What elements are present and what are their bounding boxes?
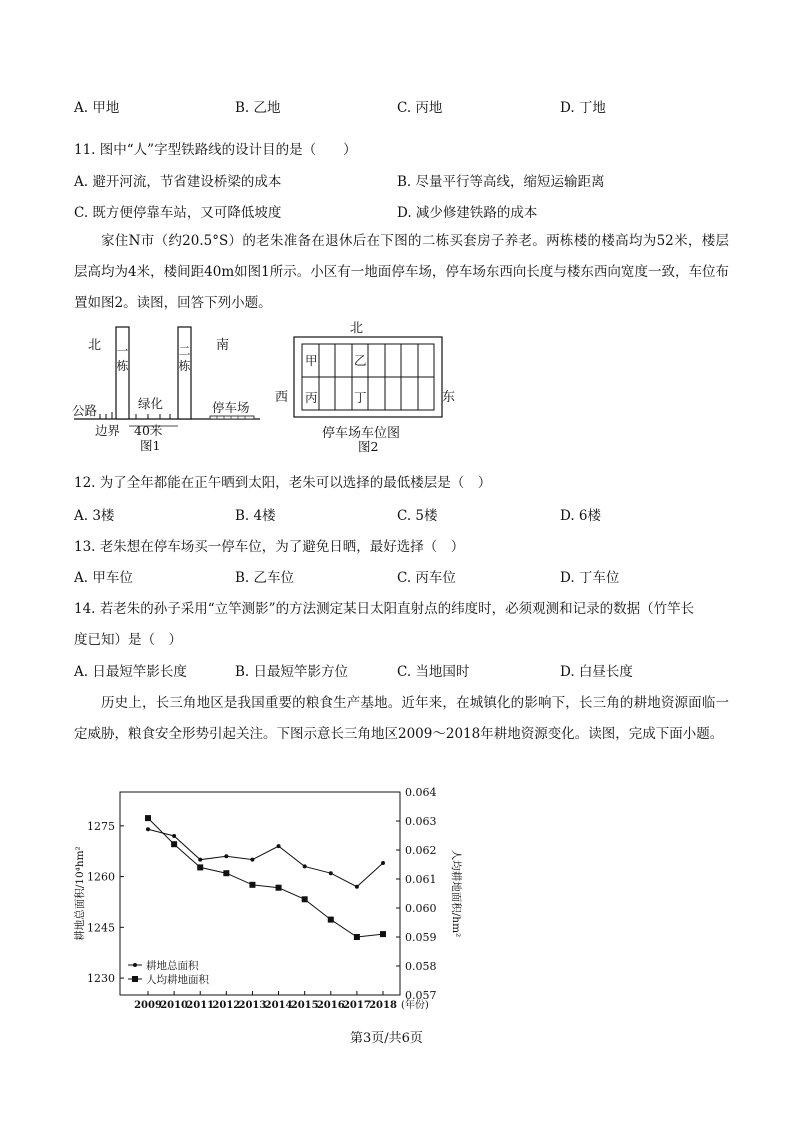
page-footer: 第3页/共6页 [350, 1031, 423, 1046]
fig2-west-label: 西 [275, 390, 289, 405]
x-tick-label: 2016 [316, 1000, 345, 1011]
q12-option-a: A. 3楼 [74, 508, 115, 524]
spot-ding: 丁 [354, 390, 367, 405]
fig2-north-label: 北 [350, 321, 364, 336]
x-tick-label: 2009 [134, 1000, 162, 1011]
point-total-area [172, 834, 176, 838]
spot-jia: 甲 [305, 353, 318, 368]
x-tick-label: 2015 [290, 1000, 319, 1011]
fig1-building2-label: 二栋 [178, 344, 191, 373]
point-total-area [198, 858, 202, 862]
point-per-capita [145, 815, 151, 821]
q12-option-d: D. 6楼 [560, 508, 602, 524]
point-per-capita [380, 931, 386, 937]
x-tick-label: 2010 [160, 1000, 189, 1011]
point-per-capita [302, 896, 308, 902]
right-tick-label: 0.059 [405, 931, 437, 944]
fig1-road-label: 公路 [72, 403, 98, 418]
point-total-area [303, 864, 307, 868]
legend-label-1: 耕地总面积 [146, 960, 199, 972]
spot-yi: 乙 [354, 353, 367, 368]
point-per-capita [249, 882, 255, 888]
fig2-title: 停车场车位图 [322, 426, 401, 441]
point-total-area [224, 854, 228, 858]
cropland-chart [70, 780, 470, 1015]
y-left-label: 耕地总面积/10⁴hm² [74, 846, 86, 941]
q11-option-a: A. 避开河流，节省建设桥梁的成本 [74, 174, 282, 190]
q13-option-c: C. 丙车位 [397, 570, 456, 586]
q11-option-c: C. 既方便停靠车站，又可降低坡度 [74, 205, 282, 221]
right-tick-label: 0.061 [405, 873, 437, 886]
q10-option-d: D. 丁地 [560, 100, 606, 116]
fig1-green-label: 绿化 [138, 396, 164, 411]
fig1-boundary-label: 边界 [95, 423, 121, 438]
y-right-label: 人均耕地面积/hm² [450, 849, 462, 938]
fig2-east-label: 东 [442, 390, 456, 405]
legend-marker-2 [132, 976, 138, 982]
q13-option-d: D. 丁车位 [560, 570, 620, 586]
figure-1 [70, 322, 270, 452]
q12-option-c: C. 5楼 [397, 508, 438, 524]
right-tick-label: 0.064 [405, 786, 437, 799]
left-tick-label: 1245 [87, 921, 115, 935]
series-line-1 [148, 829, 383, 887]
point-total-area [277, 844, 281, 848]
q13-stem: 13. 老朱想在停车场买一停车位，为了避免日晒，最好选择（ ） [74, 539, 465, 555]
left-tick-label: 1230 [87, 972, 115, 986]
series-line-2 [148, 818, 383, 937]
point-per-capita [197, 864, 203, 870]
right-tick-label: 0.062 [405, 844, 437, 857]
x-tick-label: 2018 [369, 1000, 397, 1011]
q14-option-b: B. 日最短竿影方位 [235, 664, 349, 680]
fig1-distance-label: 40米 [134, 423, 163, 438]
left-tick-label: 1260 [87, 870, 115, 884]
fig1-south-label: 南 [216, 338, 230, 353]
fig2-caption: 图2 [358, 439, 379, 453]
point-total-area [250, 858, 254, 862]
q12-option-b: B. 4楼 [235, 508, 276, 524]
point-total-area [381, 861, 385, 865]
q11-option-d: D. 减少修建铁路的成本 [397, 205, 538, 221]
right-tick-label: 0.063 [405, 815, 437, 828]
q13-option-a: A. 甲车位 [74, 570, 133, 586]
q12-stem: 12. 为了全年都能在正午晒到太阳，老朱可以选择的最低楼层是（ ） [74, 475, 492, 491]
point-per-capita [276, 885, 282, 891]
x-tick-label: 2014 [264, 1000, 293, 1011]
legend-label-2: 人均耕地面积 [146, 974, 209, 986]
q14-stem-line1: 14. 若老朱的孙子采用“立竿测影”的方法测定某日太阳直射点的纬度时，必须观测和记录的数据（竹竿长 [74, 601, 695, 617]
passage-2: 历史上，长三角地区是我国重要的粮食生产基地。近年来，在城镇化的影响下，长三角的耕地资源面临一定威胁，粮食安全形势引起关注。下图示意长三角地区2009～2018年耕地资源变化。读图，完成下面小题。 [74, 695, 729, 742]
point-total-area [146, 827, 150, 831]
q14-option-c: C. 当地国时 [397, 664, 470, 680]
passage-1: 家住N市（约20.5°S）的老朱准备在退休后在下图的二栋买套房子养老。两栋楼的楼高均为52米，楼层层高均为4米，楼间距40m如图1所示。小区有一地面停车场，停车场东西向长度与楼东西向宽度一致，车位布置如图2。读图，回答下列小题。 [74, 233, 729, 311]
q10-option-c: C. 丙地 [397, 100, 443, 116]
x-tick-label: 2012 [212, 1000, 241, 1011]
right-tick-label: 0.060 [405, 902, 437, 915]
x-unit-label: (年份) [401, 1000, 429, 1011]
x-tick-label: 2013 [238, 1000, 267, 1011]
q13-option-b: B. 乙车位 [235, 570, 295, 586]
q11-stem: 11. 图中“人”字型铁路线的设计目的是（ ） [74, 142, 357, 158]
left-tick-label: 1275 [87, 819, 115, 833]
point-per-capita [354, 934, 360, 940]
fig1-parking-label: 停车场 [212, 400, 250, 415]
point-total-area [329, 871, 333, 875]
right-tick-label: 0.058 [405, 960, 437, 973]
right-tick-label: 0.057 [405, 989, 437, 1002]
fig1-building1-label: 一栋 [116, 344, 129, 373]
q10-option-b: B. 乙地 [235, 100, 281, 116]
legend-marker-1 [133, 963, 137, 967]
point-total-area [355, 885, 359, 889]
fig1-north-label: 北 [88, 338, 102, 353]
figure-2 [272, 318, 462, 453]
q14-stem-line2: 度已知）是（ ） [74, 632, 182, 648]
q14-option-a: A. 日最短竿影长度 [74, 664, 187, 680]
fig1-caption: 图1 [140, 438, 161, 452]
point-per-capita [223, 870, 229, 876]
x-tick-label: 2011 [186, 1000, 215, 1011]
q10-option-a: A. 甲地 [74, 100, 120, 116]
spot-bing: 丙 [305, 390, 318, 405]
q11-option-b: B. 尽量平行等高线，缩短运输距离 [397, 174, 605, 190]
q14-option-d: D. 白昼长度 [560, 664, 633, 680]
point-per-capita [171, 841, 177, 847]
point-per-capita [328, 917, 334, 923]
x-tick-label: 2017 [342, 1000, 371, 1011]
